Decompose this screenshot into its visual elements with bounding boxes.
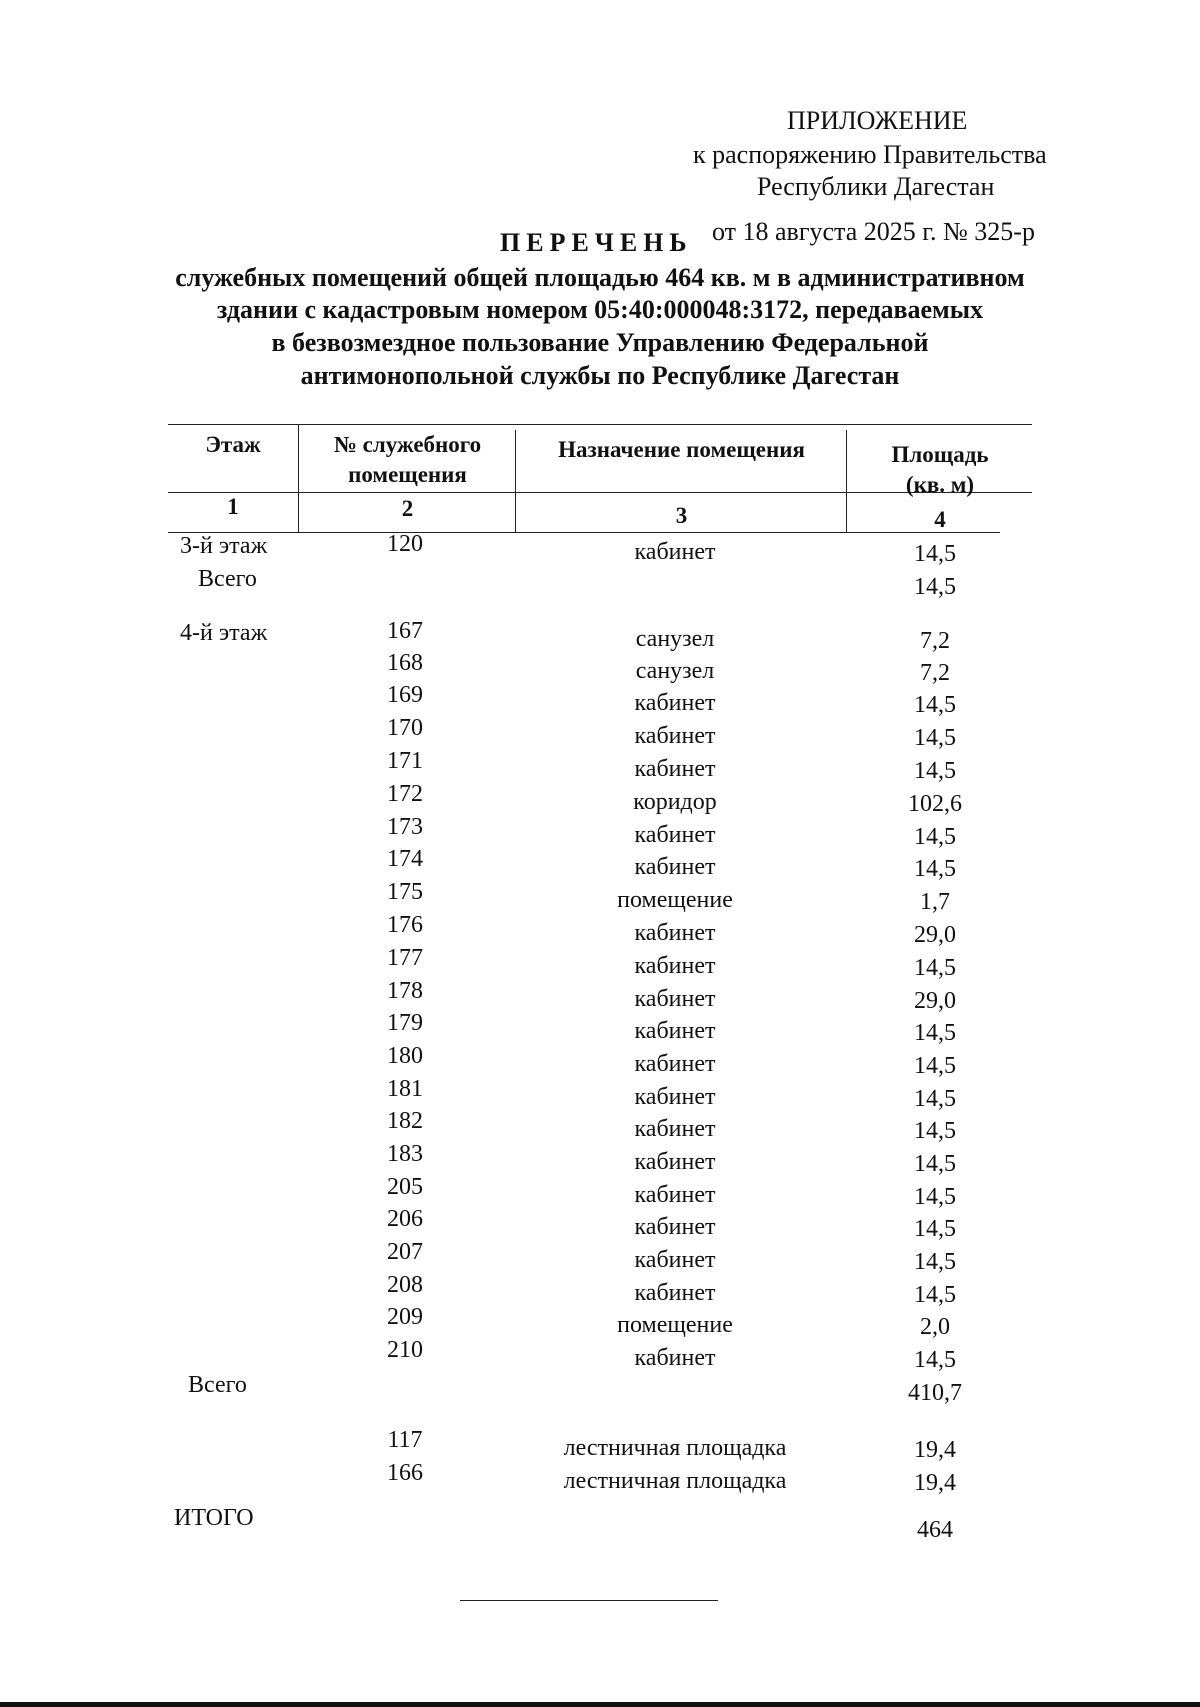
cell-room: 210 (387, 1337, 423, 1363)
header-area: Площадь (кв. м) (891, 442, 989, 497)
appendix-line1: к распоряжению Правительства (693, 140, 1047, 169)
cell-purpose: кабинет (634, 1247, 716, 1273)
cell-area: 29,0 (914, 922, 956, 948)
page-bottom-border (0, 1702, 1200, 1707)
cell-room: 173 (387, 814, 423, 840)
cell-purpose: помещение (617, 1312, 733, 1338)
cell-area: 7,2 (920, 660, 950, 686)
cell-room: 179 (387, 1010, 423, 1036)
cell-area: 14,5 (914, 824, 956, 850)
cell-room: 169 (387, 682, 423, 708)
cell-purpose: коридор (633, 789, 717, 815)
cell-room: 174 (387, 846, 423, 872)
cell-purpose: помещение (617, 887, 733, 913)
cell-area: 14,5 (914, 541, 956, 567)
cell-purpose: кабинет (634, 1182, 716, 1208)
cell-area: 14,5 (914, 1053, 956, 1079)
cell-purpose: кабинет (634, 1280, 716, 1306)
grid-vline-2 (515, 430, 516, 532)
cell-area: 14,5 (914, 1118, 956, 1144)
cell-room: 171 (387, 748, 423, 774)
heading-caps: ПЕРЕЧЕНЬ (500, 228, 693, 257)
cell-room: 209 (387, 1304, 423, 1330)
cell-purpose: кабинет (634, 1084, 716, 1110)
cell-room: 170 (387, 715, 423, 741)
cell-room: 205 (387, 1174, 423, 1200)
cell-purpose: кабинет (634, 1149, 716, 1175)
heading-line4: антимонопольной службы по Республике Дагестан (300, 361, 900, 390)
cell-floor: 4-й этаж (180, 620, 268, 646)
appendix-date-number: от 18 августа 2025 г. № 325-р (712, 217, 1035, 246)
cell-area: 19,4 (914, 1437, 956, 1463)
appendix-line2: Республики Дагестан (757, 172, 995, 201)
cell-purpose: кабинет (634, 690, 716, 716)
cell-purpose: кабинет (634, 1345, 716, 1371)
cell-area: 14,5 (914, 856, 956, 882)
cell-purpose: кабинет (634, 1018, 716, 1044)
cell-purpose: лестничная площадка (563, 1468, 787, 1494)
grid-vline-1 (298, 424, 299, 532)
cell-area: 14,5 (914, 1086, 956, 1112)
cell-area: 14,5 (914, 1347, 956, 1373)
cell-room: 206 (387, 1206, 423, 1232)
cell-area: 29,0 (914, 988, 956, 1014)
cell-area: 7,2 (920, 628, 950, 654)
cell-area: 14,5 (914, 1184, 956, 1210)
cell-purpose: кабинет (634, 756, 716, 782)
cell-area: 14,5 (914, 692, 956, 718)
cell-area: 19,4 (914, 1470, 956, 1496)
grid-vline-3 (846, 430, 847, 532)
cell-room: 180 (387, 1043, 423, 1069)
cell-purpose: кабинет (634, 1116, 716, 1142)
cell-floor: ИТОГО (174, 1505, 254, 1531)
cell-room: 181 (387, 1076, 423, 1102)
cell-purpose: кабинет (634, 854, 716, 880)
cell-room: 207 (387, 1239, 423, 1265)
cell-area: 14,5 (914, 1216, 956, 1242)
signature-line (460, 1600, 718, 1601)
cell-area: 14,5 (914, 955, 956, 981)
cell-purpose: кабинет (634, 986, 716, 1012)
heading-line1: служебных помещений общей площадью 464 кв. м в административном (175, 263, 1025, 292)
cell-room: 167 (387, 618, 423, 644)
col-number-3: 3 (675, 503, 688, 528)
cell-purpose: кабинет (634, 920, 716, 946)
cell-room: 166 (387, 1460, 423, 1486)
header-purpose: Назначение помещения (558, 437, 805, 462)
cell-area: 14,5 (914, 1282, 956, 1308)
cell-purpose: кабинет (634, 723, 716, 749)
cell-area: 14,5 (914, 758, 956, 784)
cell-area: 2,0 (920, 1314, 950, 1340)
cell-room: 175 (387, 879, 423, 905)
header-floor: Этаж (205, 432, 261, 457)
col-number-1: 1 (227, 494, 239, 519)
cell-area: 14,5 (914, 725, 956, 751)
cell-area: 14,5 (914, 574, 956, 600)
cell-room: 208 (387, 1272, 423, 1298)
cell-purpose: кабинет (634, 822, 716, 848)
cell-purpose: кабинет (634, 539, 716, 565)
cell-floor: 3-й этаж (180, 533, 268, 559)
cell-room: 168 (387, 650, 423, 676)
heading-line2: здании с кадастровым номером 05:40:000048:3172, передаваемых (216, 295, 984, 324)
col-number-2: 2 (401, 496, 414, 521)
cell-purpose: кабинет (634, 1214, 716, 1240)
header-room-number: № служебного помещения (333, 432, 482, 487)
cell-floor: Всего (198, 566, 257, 592)
cell-floor: Всего (188, 1372, 247, 1398)
heading-line3: в безвозмездное пользование Управлению Федеральной (271, 328, 929, 357)
cell-room: 177 (387, 945, 423, 971)
cell-room: 178 (387, 978, 423, 1004)
cell-purpose: кабинет (634, 953, 716, 979)
cell-room: 172 (387, 781, 423, 807)
cell-purpose: санузел (635, 658, 715, 684)
cell-room: 176 (387, 912, 423, 938)
cell-area: 1,7 (920, 889, 950, 915)
cell-room: 182 (387, 1108, 423, 1134)
col-number-4: 4 (934, 507, 946, 532)
cell-purpose: кабинет (634, 1051, 716, 1077)
cell-purpose: лестничная площадка (563, 1435, 787, 1461)
cell-area: 410,7 (908, 1380, 962, 1406)
cell-room: 117 (387, 1427, 423, 1453)
cell-area: 14,5 (914, 1151, 956, 1177)
cell-room: 120 (387, 531, 423, 557)
cell-area: 14,5 (914, 1249, 956, 1275)
cell-area: 464 (917, 1517, 953, 1543)
cell-area: 102,6 (908, 791, 962, 817)
cell-room: 183 (387, 1141, 423, 1167)
cell-purpose: санузел (635, 626, 715, 652)
cell-area: 14,5 (914, 1020, 956, 1046)
appendix-title: ПРИЛОЖЕНИЕ (787, 106, 968, 135)
